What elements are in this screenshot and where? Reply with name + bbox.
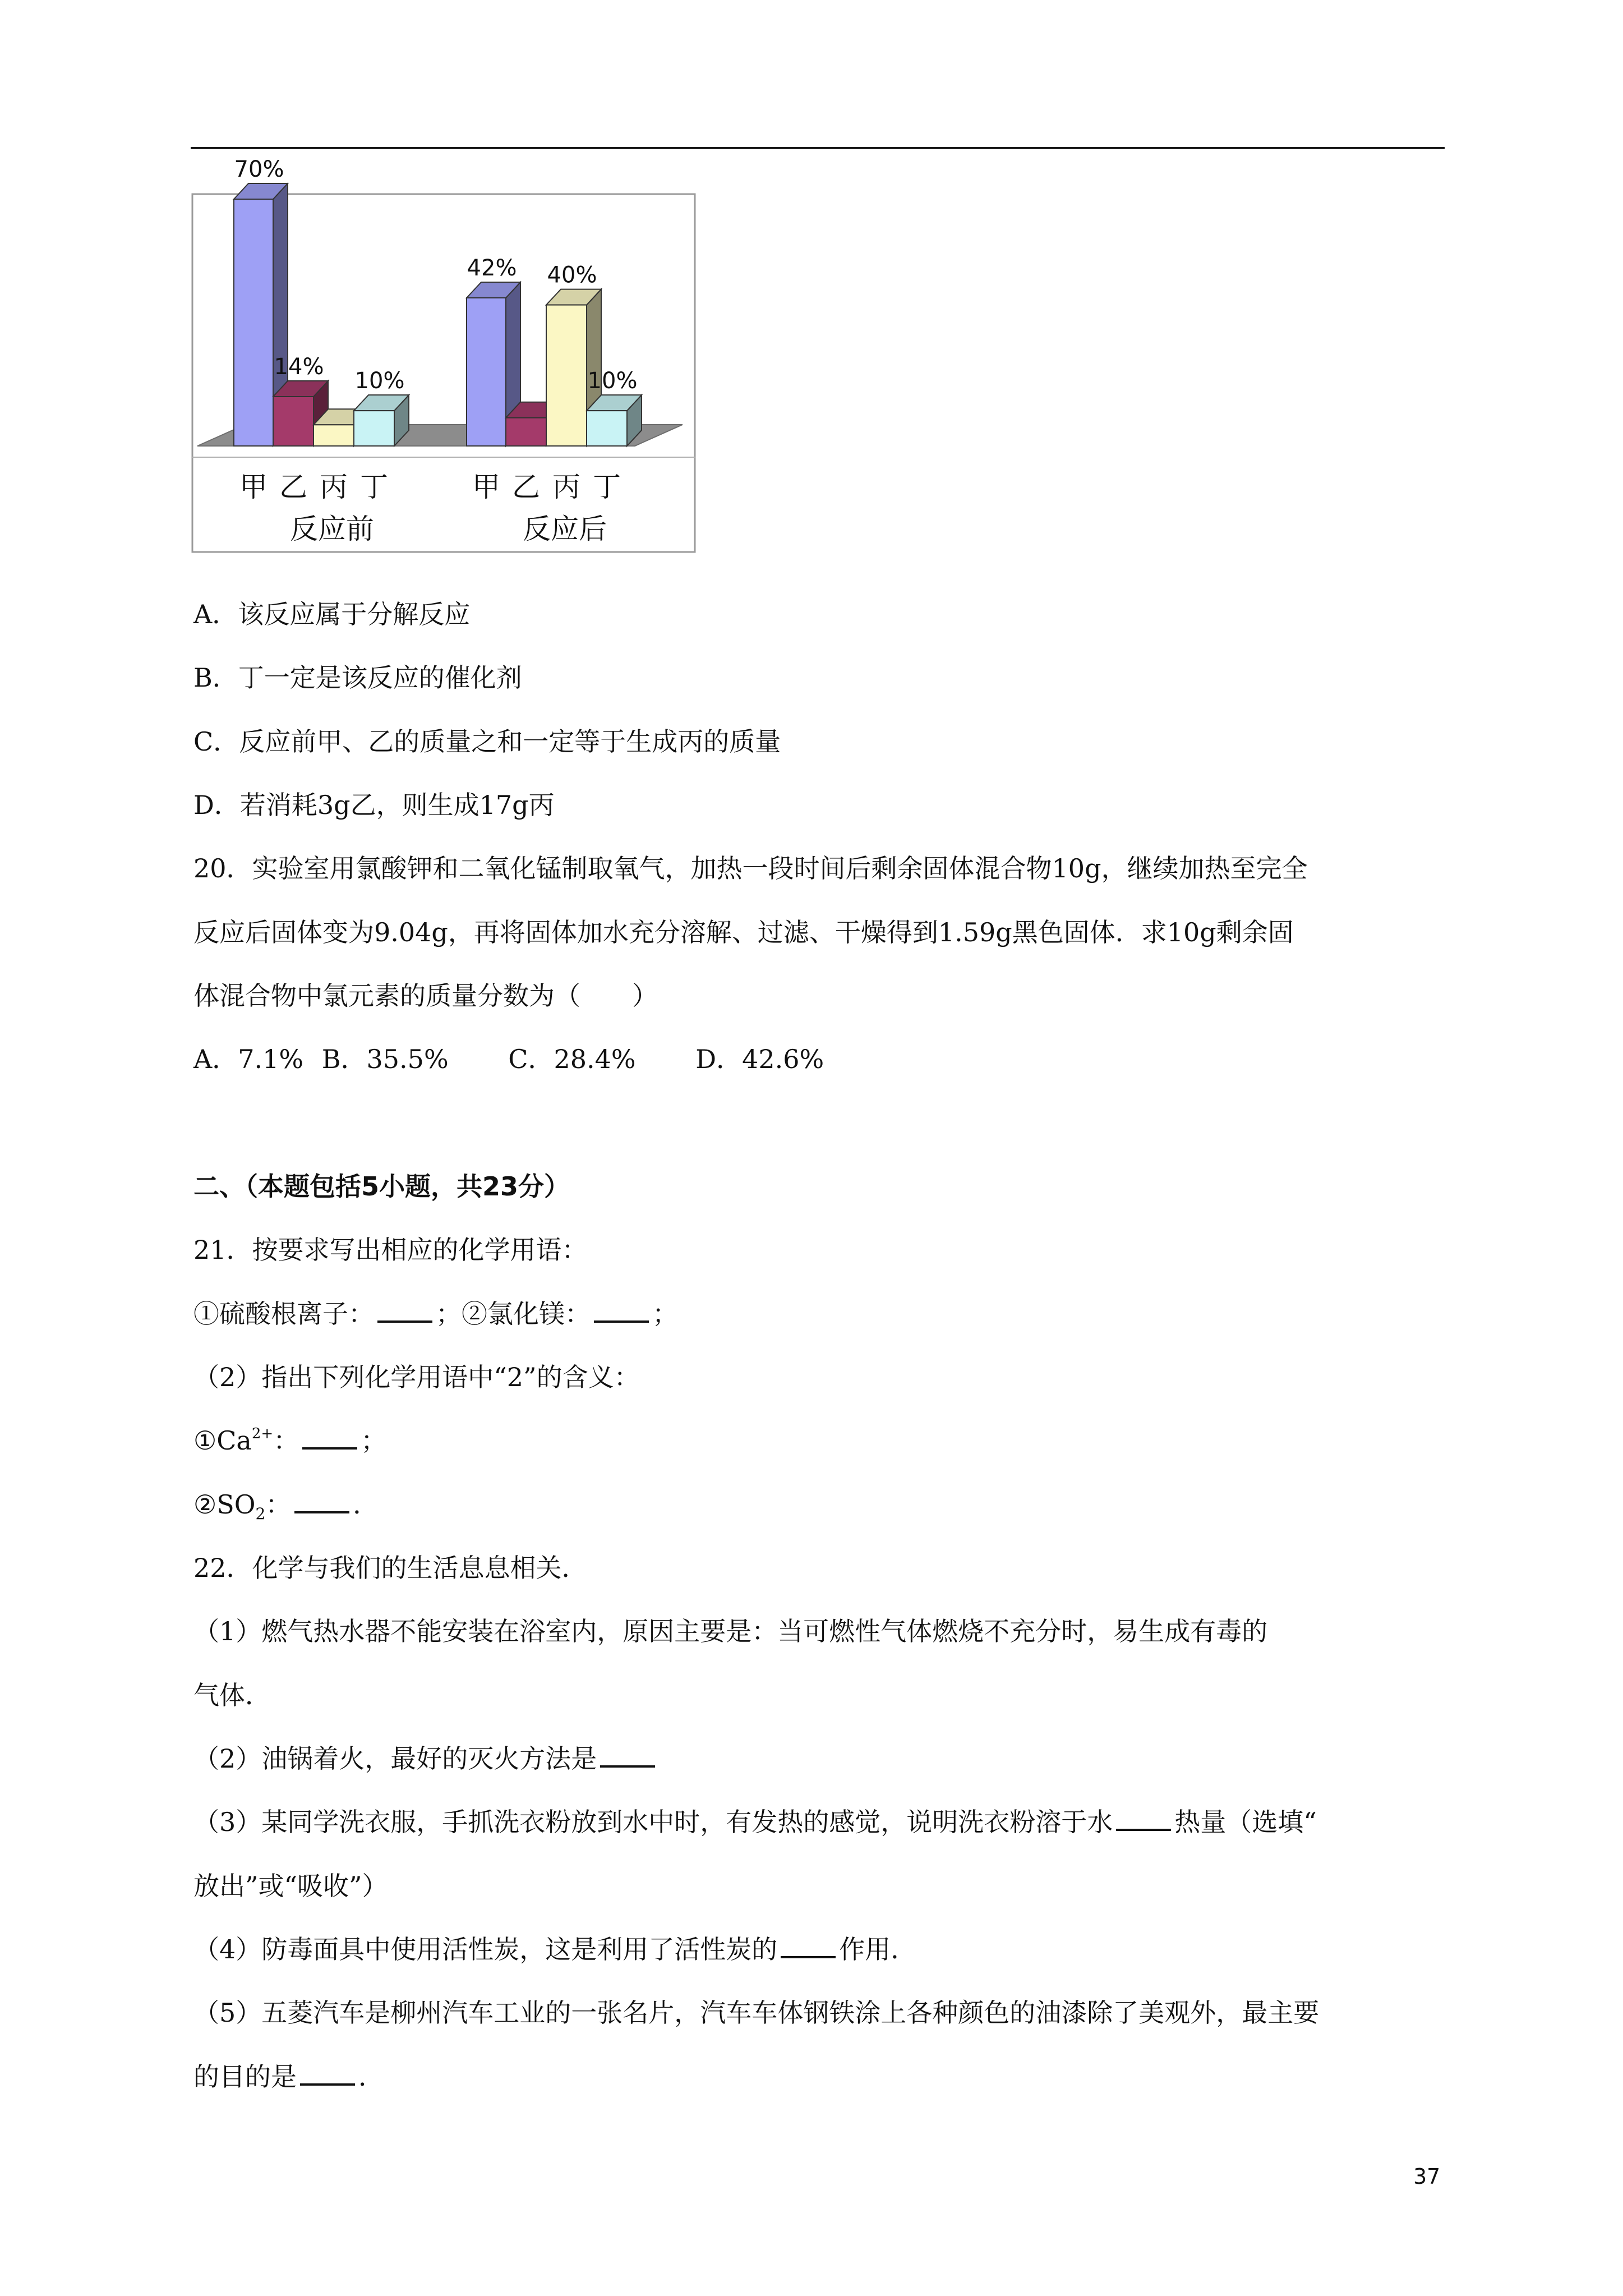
- data-label: 42%: [467, 255, 517, 281]
- q22-p2-text: （2）油锅着火，最好的灭火方法是: [193, 1743, 597, 1774]
- q22-period: ．: [358, 2062, 384, 2092]
- category-label: 甲: [239, 471, 268, 503]
- q22-p5-text: 的目的是: [193, 2062, 297, 2092]
- bar: [313, 425, 354, 446]
- option-19-b: B．丁一定是该反应的催化剂: [193, 662, 522, 693]
- bar: [273, 397, 313, 446]
- category-label: 乙: [279, 471, 307, 503]
- q20-option-b: B．35.5%: [321, 1044, 449, 1074]
- bar: [506, 418, 546, 446]
- page-number: 37: [1413, 2164, 1441, 2189]
- q21-colon: ：: [265, 1489, 292, 1520]
- q22-p5-line-1: （5）五菱汽车是柳州汽车工业的一张名片，汽车车体钢铁涂上各种颜色的油漆除了美观外，最主要: [193, 1998, 1320, 2028]
- category-label: 丙: [320, 471, 348, 503]
- answer-blank[interactable]: [300, 2062, 355, 2086]
- data-label: 70%: [234, 157, 284, 182]
- q22-p2: [193, 1742, 658, 1775]
- answer-blank[interactable]: [294, 1490, 349, 1513]
- q21-line-2: （2）指出下列化学用语中“2”的含义：: [193, 1362, 640, 1392]
- q22-p3-line-2: 放出”或“吸收”）: [193, 1871, 388, 1901]
- bar: [234, 199, 273, 446]
- category-label: 乙: [512, 471, 540, 503]
- q20-line-1: 20．实验室用氯酸钾和二氧化锰制取氧气，加热一段时间后剩余固体混合物10g，继续加热至完全: [193, 853, 1308, 884]
- q22-p4: [193, 1932, 916, 1966]
- bar-chart-figure: [192, 157, 695, 553]
- answer-blank[interactable]: [1116, 1807, 1171, 1831]
- q22-p1-line-2: 气体．: [193, 1680, 271, 1710]
- q22-p3-text-2: 热量（选填“: [1174, 1807, 1317, 1837]
- q22-p3-line-1: [193, 1805, 1317, 1839]
- q21-ca-charge: 2+: [251, 1425, 274, 1442]
- q22-p5-line-2: [193, 2060, 384, 2093]
- q20-line-3: 体混合物中氯元素的质量分数为（ ）: [193, 981, 658, 1011]
- q20-line-2: 反应后固体变为9.04g，再将固体加水充分溶解、过滤、干燥得到1.59g黑色固体．求10g剩余固: [193, 917, 1294, 947]
- q20-option-d: D．42.6%: [695, 1044, 824, 1074]
- q21-line-4: [193, 1488, 379, 1521]
- data-label: 10%: [587, 368, 638, 394]
- data-label: 10%: [354, 368, 405, 394]
- category-label: 丁: [360, 471, 388, 503]
- q21-sulfate-label: ①硫酸根离子：: [193, 1299, 374, 1329]
- q21-ca-label: ①Ca: [193, 1425, 252, 1456]
- header-rule: [191, 147, 1445, 149]
- answer-blank[interactable]: [377, 1299, 432, 1323]
- section-2-heading: 二、（本题包括5小题，共23分）: [193, 1171, 570, 1202]
- q21-so-label: ②SO: [193, 1489, 256, 1520]
- q22-p1-line-1: （1）燃气热水器不能安装在浴室内，原因主要是：当可燃性气体燃烧不充分时，易生成有毒的: [193, 1616, 1268, 1646]
- category-label: 丙: [552, 471, 580, 503]
- answer-blank[interactable]: [600, 1744, 655, 1768]
- q21-title: 21．按要求写出相应的化学用语：: [193, 1235, 588, 1265]
- bar: [546, 305, 587, 446]
- answer-blank[interactable]: [781, 1935, 836, 1958]
- q20-option-c: C．28.4%: [508, 1044, 636, 1074]
- option-19-a: A．该反应属于分解反应: [193, 599, 471, 629]
- q21-line-1: [193, 1297, 678, 1331]
- bar: [587, 411, 627, 446]
- q22-title: 22．化学与我们的生活息息相关．: [193, 1553, 588, 1583]
- q21-so-subscript: 2: [255, 1504, 266, 1523]
- answer-blank[interactable]: [594, 1299, 649, 1323]
- q21-mgcl-label: ；②氯化镁：: [436, 1299, 591, 1329]
- option-19-d: D．若消耗3g乙，则生成17g丙: [193, 790, 555, 820]
- q21-line-3: [193, 1424, 386, 1457]
- q21-period: ．: [353, 1489, 379, 1520]
- category-label: 丁: [593, 471, 621, 503]
- q21-sep: ；: [361, 1425, 387, 1456]
- bar: [354, 411, 394, 446]
- bar-chart: [192, 157, 695, 553]
- q20-options: [193, 1042, 824, 1076]
- option-19-c: C．反应前甲、乙的质量之和一定等于生成丙的质量: [193, 726, 781, 757]
- q22-p3-text: （3）某同学洗衣服，手抓洗衣粉放到水中时，有发热的感觉，说明洗衣粉溶于水: [193, 1807, 1113, 1837]
- answer-blank[interactable]: [302, 1426, 357, 1450]
- data-label: 14%: [274, 354, 324, 380]
- q22-p4-text-2: 作用．: [839, 1934, 917, 1964]
- q22-p4-text: （4）防毒面具中使用活性炭，这是利用了活性炭的: [193, 1934, 778, 1964]
- q20-option-a: A．7.1%: [193, 1044, 304, 1074]
- bar: [467, 298, 506, 446]
- data-label: 40%: [547, 262, 597, 288]
- q21-colon: ：: [273, 1425, 299, 1456]
- category-label: 甲: [472, 471, 500, 503]
- q21-sep: ；: [652, 1299, 678, 1329]
- group-label: 反应前: [290, 513, 374, 545]
- group-label: 反应后: [523, 513, 607, 545]
